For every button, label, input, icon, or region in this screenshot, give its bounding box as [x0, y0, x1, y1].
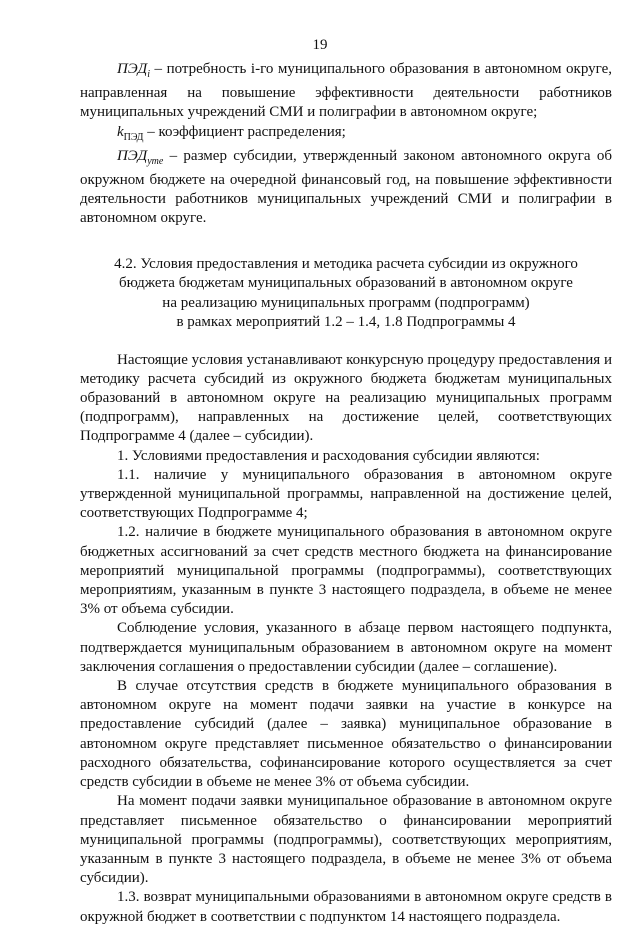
paragraph-application: На момент подачи заявки муниципальное образование в автономном округе представляет письменное обязательство о финансировании мероприятий муниципальной программы (подпрограммы), соответствующих мероприятиям, указанным в пункте 3 настоящего подраздела, в объеме не менее 3% от объема субсидии).	[80, 793, 612, 887]
symbol-ped-subscript: i	[147, 69, 150, 80]
definition-text: – потребность i-го муниципального образования в автономном округе, направленная на повышение эффективности деятельности работников муниципальных учреждений СМИ и полиграфии в автономном округе;	[80, 61, 612, 121]
paragraph-intro: Настоящие условия устанавливают конкурсную процедуру предоставления и методику расчета субсидий из окружного бюджета бюджетам муниципальных образований в автономном округе на реализацию муниципальных программ (подпрограмм), направленных на достижение целей, соответствующих Подпрограмме 4 (далее – субсидии).	[80, 351, 612, 445]
page-number: 19	[312, 37, 328, 53]
definition-text: – размер субсидии, утвержденный законом автономного округа об окружном бюджете на очередной финансовый год, на повышение эффективности деятельности работников муниципальных учреждений СМИ и полиграфии в автономном округе.	[80, 147, 612, 227]
heading-line: на реализацию муниципальных программ (подпрограмм)	[162, 294, 530, 311]
symbol-k: k	[117, 123, 124, 140]
paragraph-1-3: 1.3. возврат муниципальными образованиями в автономном округе средств в окружной бюджет в соответствии с подпунктом 14 настоящего подраздела.	[80, 889, 612, 925]
definition-text: – коэффициент распределения;	[143, 123, 346, 140]
definition-ped-i	[80, 60, 612, 123]
heading-line: бюджета бюджетам муниципальных образований в автономном округе	[119, 275, 573, 292]
section-heading	[80, 255, 612, 333]
symbol-k-subscript: ПЭД	[123, 131, 144, 143]
paragraph-conditions: 1. Условиями предоставления и расходования субсидии являются:	[117, 447, 540, 464]
paragraph-1-1: 1.1. наличие у муниципального образования в автономном округе утвержденной муниципальной программы, направленной на достижение целей, соответствующих Подпрограмме 4;	[80, 466, 612, 522]
heading-line: в рамках мероприятий 1.2 – 1.4, 1.8 Подпрограммы 4	[176, 314, 516, 331]
symbol-ped-subscript: уте	[147, 155, 164, 167]
symbol-ped: ПЭД	[117, 61, 148, 77]
paragraph-absence-of-funds: В случае отсутствия средств в бюджете муниципального образования в автономном округе на момент подачи заявки на участие в конкурсе на предоставление субсидий (далее – заявка) муниципальное образование в автономном округе представляет письменное обязательство о финансировании расходного обязательства, софинансирование которого осуществляется за счет средств субсидии в объеме не менее 3% от объема субсидии.	[80, 678, 612, 791]
paragraph-compliance: Соблюдение условия, указанного в абзаце первом настоящего подпункта, подтверждается муниципальным образованием в автономном округе на момент заключения соглашения о предоставлении субсидии (далее – соглашение).	[80, 620, 612, 675]
heading-line: 4.2. Условия предоставления и методика расчета субсидии из окружного	[114, 255, 578, 272]
definition-ped-ute	[80, 147, 612, 229]
definition-k-ped	[80, 123, 612, 147]
symbol-ped: ПЭД	[117, 147, 148, 164]
paragraph-1-2: 1.2. наличие в бюджете муниципального образования в автономном округе бюджетных ассигнований за счет средств местного бюджета на финансирование мероприятий муниципальной программы (подпрограммы), соответствующих мероприятиям, указанным в пункте 3 настоящего подраздела, в объеме не менее 3% от объема субсидии.	[80, 524, 612, 618]
document-body	[80, 60, 612, 927]
